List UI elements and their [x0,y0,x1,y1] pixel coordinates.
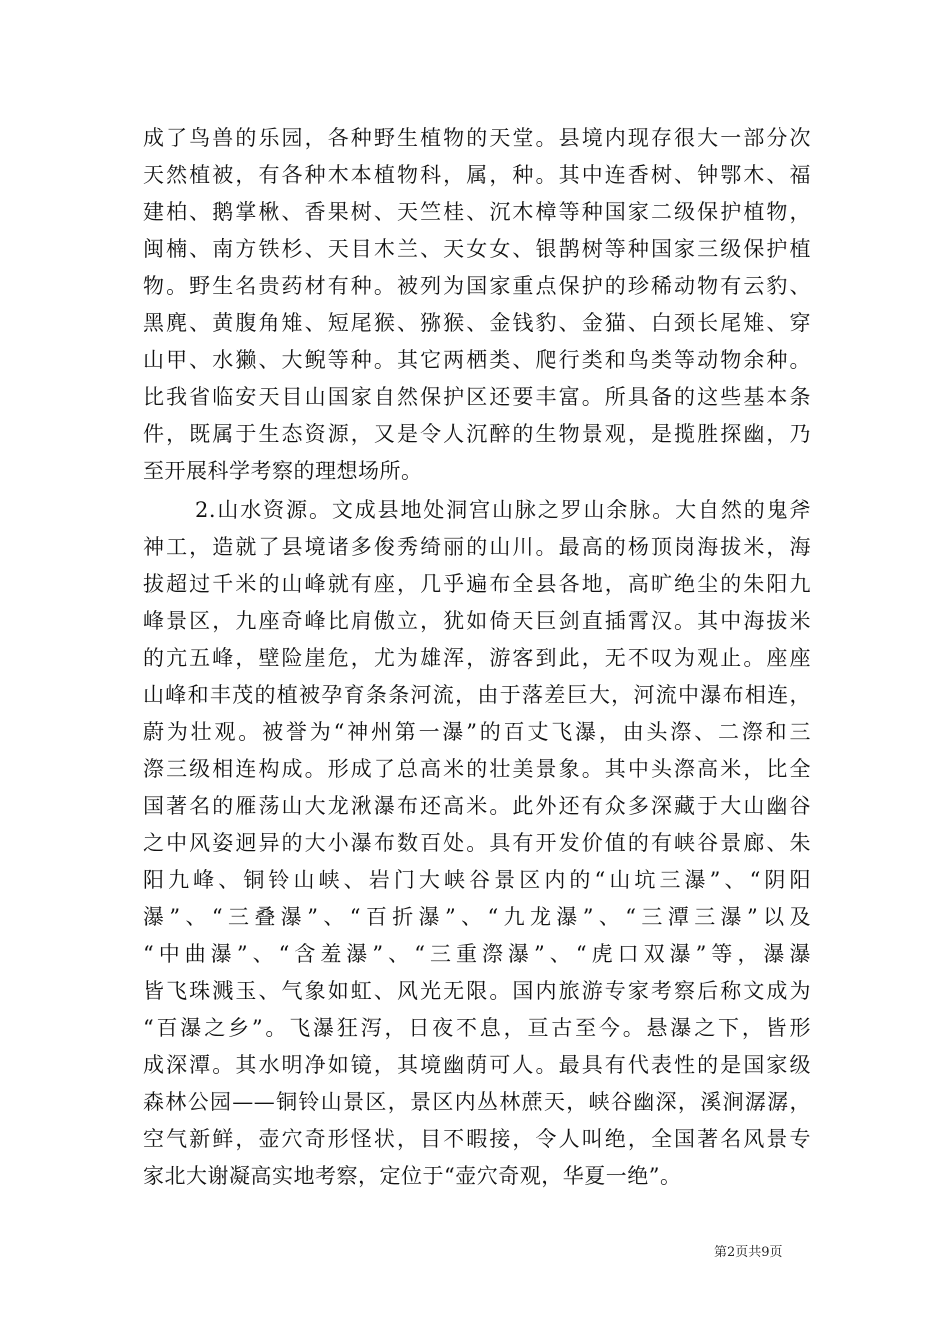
text-line: 物。野生名贵药材有种。被列为国家重点保护的珍稀动物有云豹、 [143,274,811,298]
text-line: 森林公园——铜铃山景区，景区内丛林蔗天，峡谷幽深，溪涧潺潺， [143,1090,811,1114]
text-line: 拔超过千米的山峰就有座，几乎遍布全县各地，高旷绝尘的朱阳九 [143,572,811,596]
text-line: 黑麂、黄腹角雉、短尾猴、猕猴、金钱豹、金猫、白颈长尾雉、穿 [143,311,811,335]
paragraph-landscape-resources [143,492,811,1195]
text-line: 建柏、鹅掌楸、香果树、天竺桂、沉木樟等种国家二级保护植物， [143,200,811,224]
text-line: 成深潭。其水明净如镜，其境幽荫可人。最具有代表性的是国家级 [143,1053,811,1077]
text-line: 阳九峰、铜铃山峡、岩门大峡谷景区内的“山坑三瀑”、“阴阳 [143,868,811,892]
text-line: 空气新鲜，壶穴奇形怪状，目不暇接，令人叫绝，全国著名风景专 [143,1127,811,1151]
document-body [143,120,811,1195]
text-line: 的亢五峰，壁险崖危，尤为雄浑，游客到此，无不叹为观止。座座 [143,646,811,670]
text-line: 2.山水资源。文成县地处洞宫山脉之罗山余脉。大自然的鬼斧 [195,498,811,522]
text-line: 之中风姿迥异的大小瀑布数百处。具有开发价值的有峡谷景廊、朱 [143,831,811,855]
text-line: 成了鸟兽的乐园，各种野生植物的天堂。县境内现存很大一部分次 [143,126,811,150]
text-line: 山峰和丰茂的植被孕育条条河流，由于落差巨大，河流中瀑布相连， [143,683,811,707]
text-line: 至开展科学考察的理想场所。 [143,459,423,483]
text-line: 瀑”、“三叠瀑”、“百折瀑”、“九龙瀑”、“三潭三瀑”以及 [143,905,811,929]
text-line: “中曲瀑”、“含羞瀑”、“三重漈瀑”、“虎口双瀑”等，瀑瀑 [143,942,811,966]
paragraph-ecology [143,120,811,490]
text-line: 神工，造就了县境诸多俊秀绮丽的山川。最高的杨顶岗海拔米，海 [143,535,811,559]
text-line: 皆飞珠溅玉、气象如虹、风光无限。国内旅游专家考察后称文成为 [143,979,811,1003]
text-line: 国著名的雁荡山大龙湫瀑布还高米。此外还有众多深藏于大山幽谷 [143,794,811,818]
text-line: 家北大谢凝高实地考察，定位于“壶穴奇观，华夏一绝”。 [143,1164,682,1188]
text-line: 比我省临安天目山国家自然保护区还要丰富。所具备的这些基本条 [143,385,811,409]
text-line: 蔚为壮观。被誉为“神州第一瀑”的百丈飞瀑，由头漈、二漈和三 [143,720,811,744]
text-line: 件，既属于生态资源，又是令人沉醉的生物景观，是揽胜探幽，乃 [143,422,811,446]
text-line: “百瀑之乡”。飞瀑狂泻，日夜不息，亘古至今。悬瀑之下，皆形 [143,1016,811,1040]
page-number: 第2页共9页 [714,1245,783,1260]
text-line: 闽楠、南方铁杉、天目木兰、天女女、银鹊树等种国家三级保护植 [143,237,811,261]
text-line: 天然植被，有各种木本植物科，属，种。其中连香树、钟鄂木、福 [143,163,811,187]
text-line: 山甲、水獭、大鲵等种。其它两栖类、爬行类和鸟类等动物余种。 [143,348,811,372]
text-line: 峰景区，九座奇峰比肩傲立，犹如倚天巨剑直插霄汉。其中海拔米 [143,609,811,633]
text-line: 漈三级相连构成。形成了总高米的壮美景象。其中头漈高米，比全 [143,757,811,781]
